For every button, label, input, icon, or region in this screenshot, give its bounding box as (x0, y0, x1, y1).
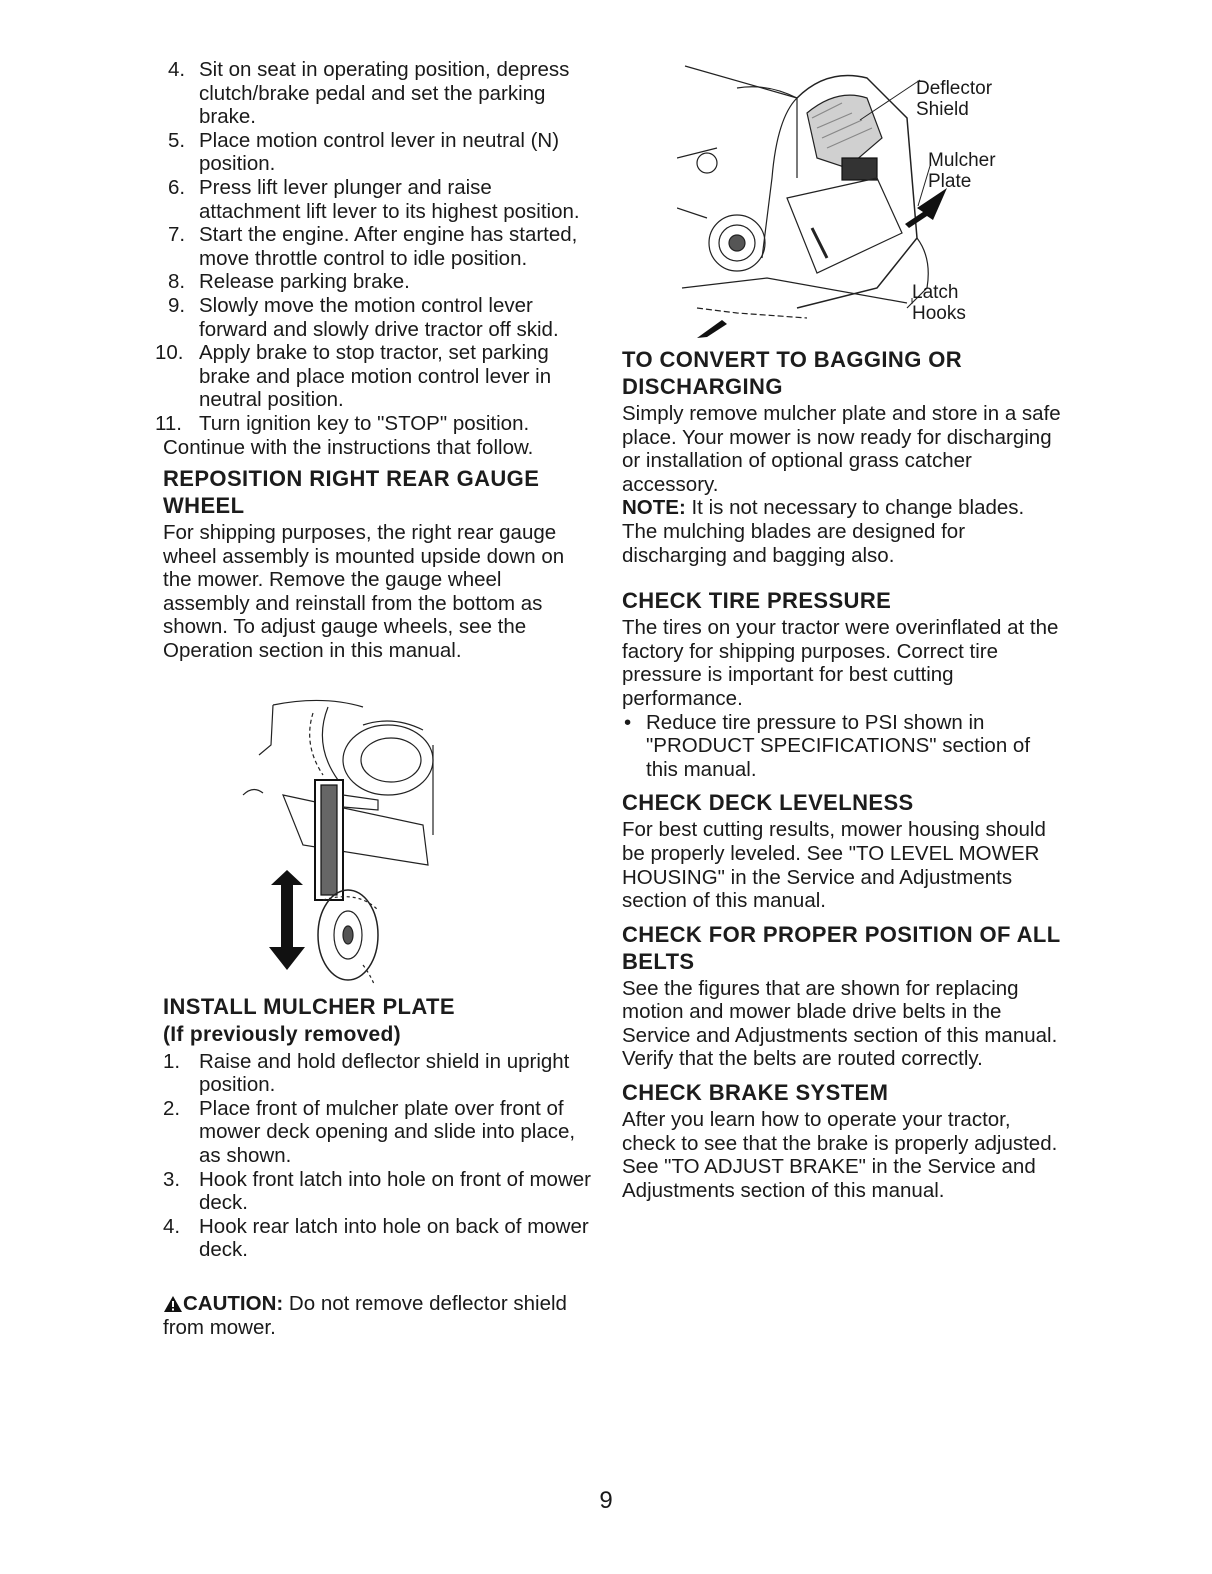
list-item: 5. Place motion control lever in neutral (N) position. (168, 128, 560, 176)
convert-heading: TO CONVERT TO BAGGING OR DISCHARGING (622, 347, 963, 399)
brake-heading: CHECK BRAKE SYSTEM (622, 1080, 889, 1106)
note-label: NOTE: (622, 496, 686, 520)
list-item: 1. Raise and hold deflector shield in upright position. (163, 1049, 570, 1097)
note-text: It is not necessary to change blades. The mulching blades are designed for discharging and bagging also. (622, 496, 1025, 567)
list-item: 11. Turn ignition key to "STOP" position. (155, 411, 530, 435)
tire-body: The tires on your tractor were overinflated at the factory for shipping purposes. Correct tire pressure is important for best cutting performance. (622, 616, 1059, 710)
deck-heading: CHECK DECK LEVELNESS (622, 790, 914, 816)
list-item: 4. Hook rear latch into hole on back of mower deck. (163, 1214, 589, 1262)
convert-body: Simply remove mulcher plate and store in a safe place. Your mower is now ready for discharging or installation of optional grass catcher accessory. (622, 402, 1061, 496)
list-item: 7. Start the engine. After engine has started, move throttle control to idle position. (168, 223, 578, 270)
continue-text: Continue with the instructions that follow. (163, 435, 534, 459)
caution-text: Do not remove deflector shield from mower. (163, 1292, 567, 1339)
deflector-shield-label: Deflector Shield (916, 78, 993, 120)
list-item: 3. Hook front latch into hole on front of mower deck. (163, 1167, 591, 1215)
mulcher-plate-figure (622, 58, 1062, 342)
list-item: 2. Place front of mulcher plate over front of mower deck opening and slide into place, as shown. (163, 1096, 576, 1168)
mulcher-plate-label: Mulcher Plate (928, 150, 996, 192)
belts-heading: CHECK FOR PROPER POSITION OF ALL BELTS (622, 921, 1061, 974)
caution-notice (163, 1292, 593, 1339)
caution-label: CAUTION: (183, 1292, 284, 1315)
reposition-body: For shipping purposes, the right rear gauge wheel assembly is mounted upside down on the mower. Remove the gauge wheel assembly and reinstall from the bottom as shown. To adjust gauge wheels, see the Operation section in this manual. (163, 521, 565, 663)
mulcher-steps-list (163, 1050, 593, 1262)
tire-bullet: • Reduce tire pressure to PSI shown in "PRODUCT SPECIFICATIONS" section of this manual. (624, 710, 1031, 781)
latch-hooks-label: Latch Hooks (912, 282, 966, 324)
list-item: 6. Press lift lever plunger and raise attachment lift lever to its highest position. (168, 175, 580, 223)
mulcher-heading: INSTALL MULCHER PLATE (163, 993, 455, 1019)
list-item: 8. Release parking brake. (168, 270, 410, 294)
tire-heading: CHECK TIRE PRESSURE (622, 588, 892, 614)
list-item: 4. Sit on seat in operating position, depress clutch/brake pedal and set the parking brake. (168, 58, 570, 129)
page-number: 9 (599, 1487, 613, 1514)
reposition-heading: REPOSITION RIGHT REAR GAUGE WHEEL (163, 466, 540, 519)
deck-body: For best cutting results, mower housing should be properly leveled. See "TO LEVEL MOWER HOUSING" in the Service and Adjustments section of this manual. (622, 818, 1046, 913)
left-column (155, 58, 593, 1339)
right-column (622, 58, 1062, 1202)
mulcher-subheading: (If previously removed) (163, 1022, 401, 1046)
bullet-icon: • (624, 710, 632, 734)
startup-steps-list (155, 58, 593, 436)
belts-body: See the figures that are shown for replacing motion and mower blade drive belts in the Service and Adjustments section of this manual. Verify that the belts are routed correctly. (622, 976, 1058, 1071)
brake-body: After you learn how to operate your tractor, check to see that the brake is properly adjusted. See "TO ADJUST BRAKE" in the Service and Adjustments section of this manual. (622, 1108, 1058, 1202)
convert-note (622, 496, 1062, 567)
warning-triangle-icon (163, 1295, 183, 1313)
list-item: 10. Apply brake to stop tractor, set parking brake and place motion control lever in neutral position. (155, 341, 552, 412)
list-item: 9. Slowly move the motion control lever forward and slowly drive tractor off skid. (168, 293, 559, 341)
gauge-wheel-figure (163, 685, 593, 985)
